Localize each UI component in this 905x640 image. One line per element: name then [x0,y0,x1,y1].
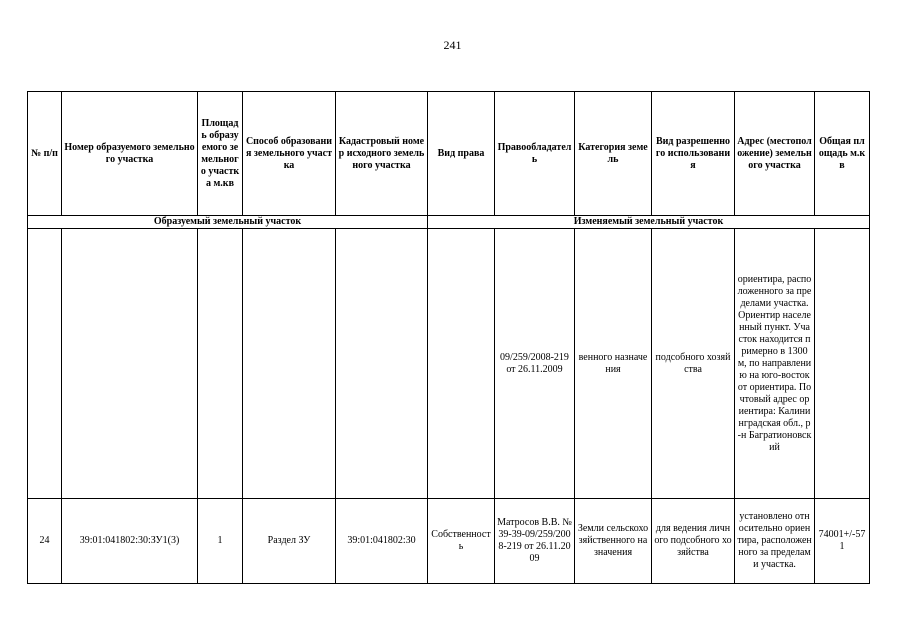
header-parcel-number: Номер образуемого земельного участка [62,92,198,216]
header-cadastral-number: Кадастровый номер исходного земельного участка [336,92,428,216]
cell-parcel-number: 39:01:041802:30:ЗУ1(3) [62,499,198,584]
header-owner: Правообладатель [495,92,575,216]
cell-owner: 09/259/2008-219 от 26.11.2009 [495,229,575,499]
page-number: 241 [443,38,462,52]
cell-formation-method: Раздел ЗУ [243,499,336,584]
cell-right-type: Собственность [428,499,495,584]
cell-permitted-use: для ведения личного подсобного хозяйства [652,499,735,584]
cell-address: ориентира, расположенного за пределами участка. Ориентир населенный пункт. Участок находится примерно в 1300 м, по направлению на юго-восток от ориентира. Почтовый адрес ориентира: Калининградская обл., р-н Багратионовский [735,229,815,499]
header-address: Адрес (местоположение) земельного участка [735,92,815,216]
cell-area: 1 [198,499,243,584]
cell-permitted-use: подсобного хозяйства [652,229,735,499]
group-changed-parcel: Изменяемый земельный участок [428,216,870,229]
table-row-24 [28,499,870,584]
cell-right-type [428,229,495,499]
header-formation-method: Способ образования земельного участка [243,92,336,216]
cell-cadastral-number: 39:01:041802:30 [336,499,428,584]
table-header-row [28,92,870,216]
cell-num: 24 [28,499,62,584]
table-row-continued [28,229,870,499]
header-right-type: Вид права [428,92,495,216]
cell-total-area [815,229,870,499]
land-parcel-table [27,91,870,584]
cell-num [28,229,62,499]
cell-cadastral-number [336,229,428,499]
cell-owner: Матросов В.В. № 39-39-09/259/2008-219 от 26.11.2009 [495,499,575,584]
cell-parcel-number [62,229,198,499]
header-num: № п/п [28,92,62,216]
header-land-category: Категория земель [575,92,652,216]
header-total-area: Общая площадь м.кв [815,92,870,216]
cell-land-category: венного назначения [575,229,652,499]
cell-area [198,229,243,499]
cell-address: установлено относительно ориентира, расположенного за пределами участка. [735,499,815,584]
group-header-row [28,216,870,229]
group-formed-parcel: Образуемый земельный участок [28,216,428,229]
cell-land-category: Земли сельскохозяйственного назначения [575,499,652,584]
cell-formation-method [243,229,336,499]
cell-total-area: 74001+/-571 [815,499,870,584]
header-permitted-use: Вид разрешенного использования [652,92,735,216]
header-area: Площадь образуемого земельного участка м.кв [198,92,243,216]
